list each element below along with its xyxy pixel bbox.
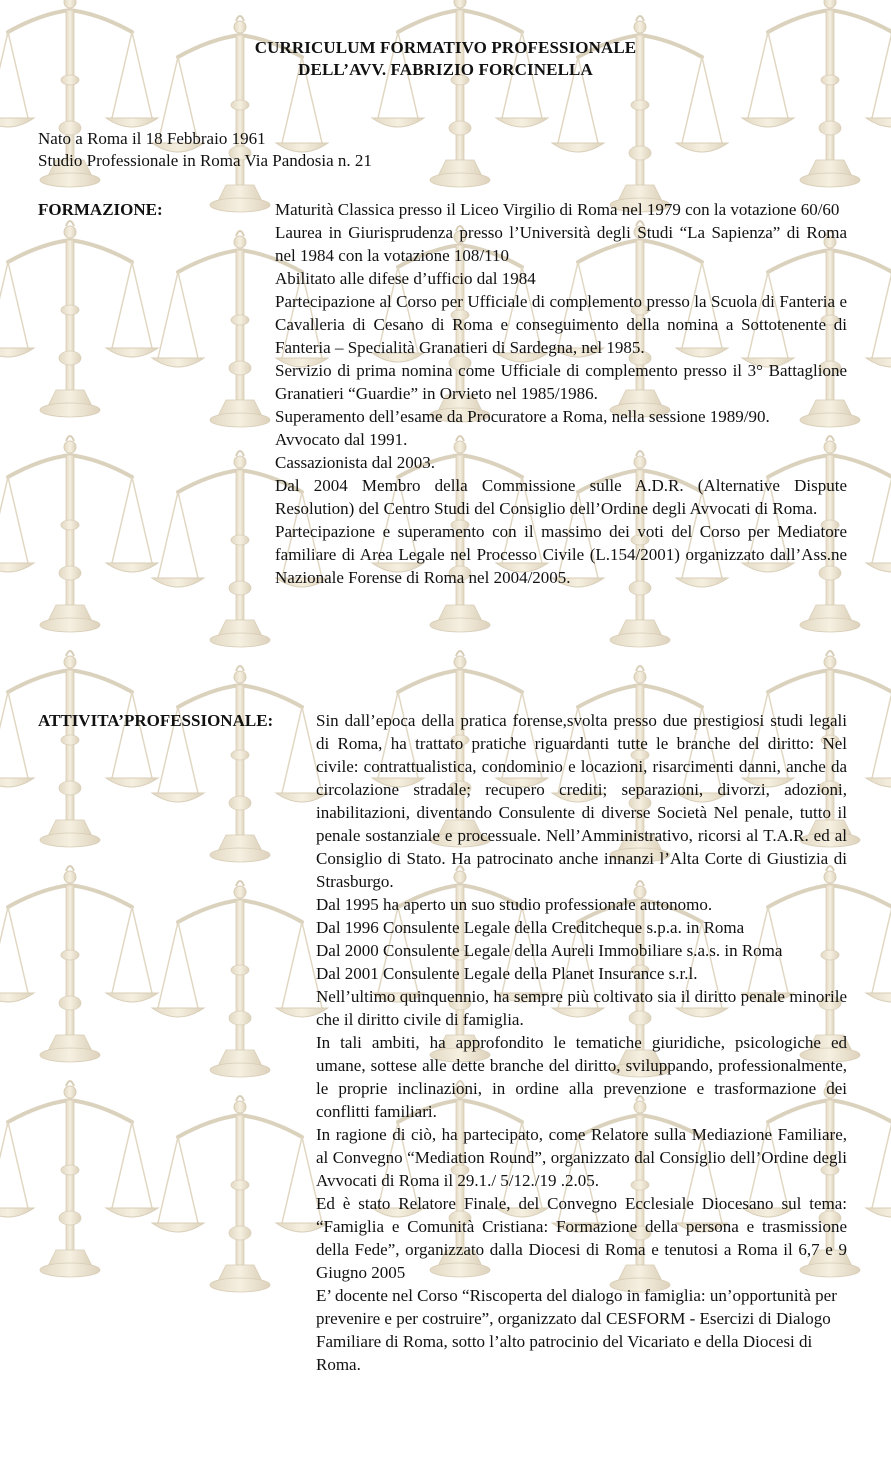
attivita-list [316, 709, 847, 1376]
attivita-item: Dal 2000 Consulente Legale della Aureli Immobiliare s.a.s. in Roma [316, 941, 783, 960]
formazione-item: Abilitato alle difese d’ufficio dal 1984 [275, 269, 536, 288]
attivita-item: In ragione di ciò, ha partecipato, come Relatore sulla Mediazione Familiare, al Convegno “Mediation Round”, organizzato dal Consiglio dell’Ordine degli Avvocati di Roma il 29.1./ 5/12./19 .2.05. [316, 1125, 847, 1190]
formazione-item: Cassazionista dal 2003. [275, 453, 436, 472]
attivita-item: Ed è stato Relatore Finale, del Convegno Ecclesiale Diocesano sul tema: “Famiglia e Comunità Cristiana: Formazione della persona e trasmissione della Fede”, organizzato dalla Diocesi di Roma e tenutosi a Roma il 6,7 e 9 Giugno 2005 [316, 1194, 847, 1282]
attivita-item: In tali ambiti, ha approfondito le tematiche giuridiche, psicologiche ed umane, sottese alle dette branche del diritto, sviluppando, professionalmente, le proprie inclinazioni, in ordine alla prevenzione e trasformazione dei conflitti familiari. [316, 1033, 847, 1121]
section-label-attivita-professionale: ATTIVITA’PROFESSIONALE: [38, 711, 274, 730]
studio-address: Studio Professionale in Roma Via Pandosia n. 21 [38, 151, 372, 170]
formazione-item: Servizio di prima nomina come Ufficiale di complemento presso il 3° Battaglione Granatieri “Guardie” in Orvieto nel 1985/1986. [275, 361, 847, 403]
attivita-item: Dal 1996 Consulente Legale della Creditcheque s.p.a. in Roma [316, 918, 745, 937]
attivita-item: E’ docente nel Corso “Riscoperta del dialogo in famiglia: un’opportunità per prevenire e per costruire”, organizzato dal CESFORM - Esercizi di Dialogo Familiare di Roma, sotto l’alto patrocinio del Vicariato e della Diocesi di Roma. [316, 1286, 837, 1374]
formazione-item: Superamento dell’esame da Procuratore a Roma, nella sessione 1989/90. [275, 407, 770, 426]
attivita-item: Dal 2001 Consulente Legale della Planet Insurance s.r.l. [316, 964, 698, 983]
document-title-line-1: CURRICULUM FORMATIVO PROFESSIONALE [254, 38, 637, 57]
formazione-item: Avvocato dal 1991. [275, 430, 408, 449]
formazione-item: Dal 2004 Membro della Commissione sulle A.D.R. (Alternative Dispute Resolution) del Centro Studi del Consiglio dell’Ordine degli Avvocati di Roma. [275, 476, 847, 518]
formazione-item: Laurea in Giurisprudenza presso l’Università degli Studi “La Sapienza” di Roma nel 1984 con la votazione 108/110 [275, 223, 847, 265]
formazione-item: Partecipazione e superamento con il massimo dei voti del Corso per Mediatore familiare di Area Legale nel Processo Civile (L.154/2001) organizzato dall’Ass.ne Nazionale Forense di Roma nel 2004/2005. [275, 522, 847, 587]
formazione-item: Partecipazione al Corso per Ufficiale di complemento presso la Scuola di Fanteria e Cavalleria di Cesano di Roma e conseguimento della nomina a Sottotenente di Fanteria – Specialità Granatieri di Sardegna, nel 1985. [275, 292, 847, 357]
attivita-item: Dal 1995 ha aperto un suo studio professionale autonomo. [316, 895, 713, 914]
attivita-item: Sin dall’epoca della pratica forense,svolta presso due prestigiosi studi legali di Roma, ha trattato pratiche riguardanti tutte le branche del diritto: Nel civile: contrattualistica, condominio e locazioni, risarcimenti danni, anche da circolazione stradale; recupero crediti; separazioni, divorzi, adozioni, inabilitazioni, diventando Consulente di diverse Società Nel penale, tutto il penale sostanziale e processuale. Nell’Amministrativo, ricorsi al T.A.R. ed al Consiglio di Stato. Ha patrocinato anche innanzi l’Alta Corte di Giustizia di Strasburgo. [316, 711, 847, 891]
section-label-formazione: FORMAZIONE: [38, 200, 163, 219]
formazione-list [275, 198, 847, 589]
formazione-item: Maturità Classica presso il Liceo Virgilio di Roma nel 1979 con la votazione 60/60 [275, 200, 840, 219]
attivita-item: Nell’ultimo quinquennio, ha sempre più coltivato sia il diritto penale minorile che il diritto civile di famiglia. [316, 987, 847, 1029]
document-title-line-2: DELL’AVV. FABRIZIO FORCINELLA [298, 60, 593, 79]
birth-info: Nato a Roma il 18 Febbraio 1961 [38, 129, 266, 148]
